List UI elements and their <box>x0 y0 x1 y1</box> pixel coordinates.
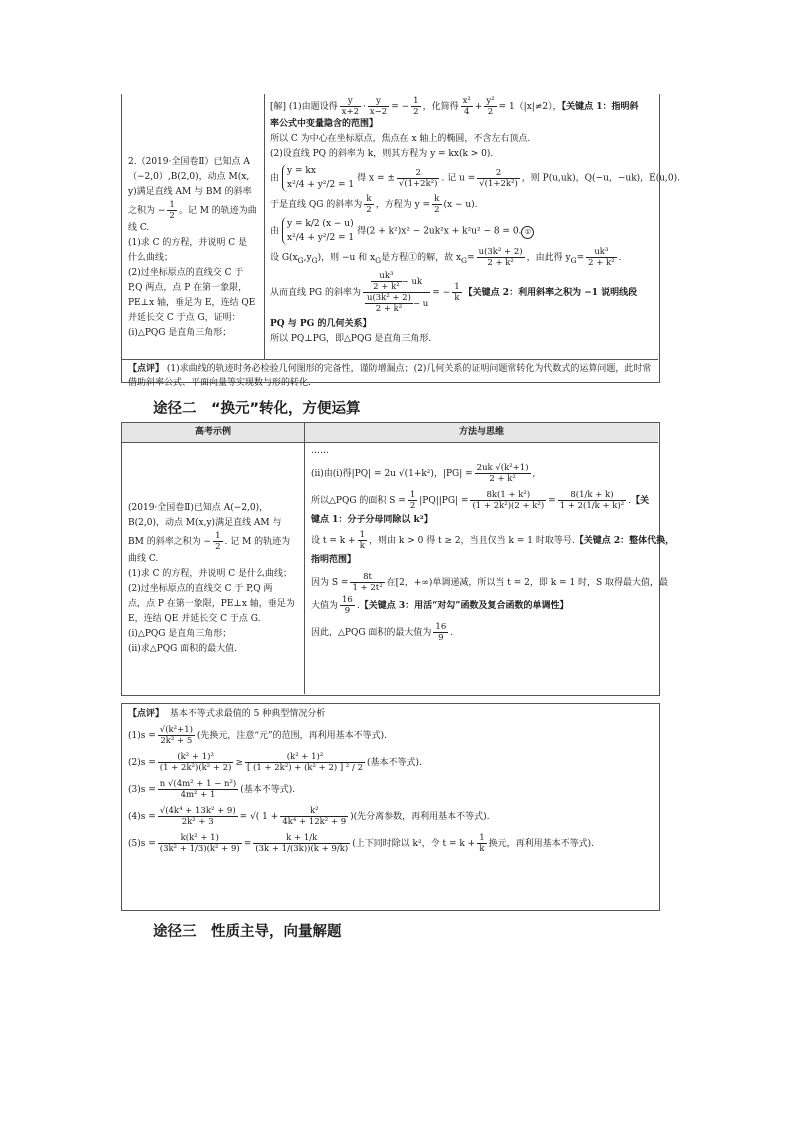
col-header-example: 高考示例 <box>194 427 231 437</box>
review-divider <box>121 359 658 360</box>
way-3-heading: 途径三 性质主导，向量解题 <box>153 924 342 940</box>
col-header-method: 方法与思维 <box>458 427 504 437</box>
solution: [解] (1)由题设得 $\frac{y}{x+2}$ · $\frac{y}{x-2}$ = − $\frac{1}{2}$ ，化简得 $\frac{\text{x²}}{4}$ + $\frac{\text{y²}}{2}$ = 1（|x|≠2），【关键点 1：指明斜 率公式中变量隐含的范围】 所以 C 为中心在坐标原点，焦点在 x 轴上的椭圆，不含左右顶点. (2)设直线 PQ 的斜率为 k，则其方程为 y = kx(k > 0). 由 y = kx x²/4 + y²/2 = 1 得 x = ± $\frac{2}{\text{√(1+2k²)}}$ . 记 u = $\frac{2}{\text{√(1+2k²)}}$ ，则 P(u,uk)，Q(−u，−uk)，E(u,0). 于是直线 QG 的斜率为 $\frac{k}{2}$ ，方程为 y = $\frac{k}{2}$ (x − u). 由 y = k/2 (x − u) x²/4 + y²/2 = 1 得(2 + k²)x² − 2uk²x + k²u² − 8 = 0. ① 设 $G(x_G,y_G)$，则 −u 和 $x_G$是方程①的解，故 $x_G=$ $\frac{\text{u(3k² + 2)}}{\text{2 + k²}}$ ，由此得 $y_G=$ $\frac{\text{uk³}}{\text{2 + k²}}$ . 从而直线 PG 的斜率为 $\frac{\text{uk³}}{\text{2 + k²}}$ − uk $\frac{\text{u(3k² + 2)}}{\text{2 + k²}}$ − u = − $\frac{1}{k}$ 【关键点 2：利用斜率之积为 −1 说明线段 PQ 与 PG 的几何关系】 所以 PQ⊥PG，即△PQG 是直角三角形. <box>270 96 681 344</box>
way-2-heading: 途径二 “换元”转化，方便运算 <box>153 401 361 417</box>
left-problem: 2.（2019·全国卷Ⅱ）已知点 A （−2,0）,B(2,0)，动点 M(x, y)满足直线 AM 与 BM 的斜率 之积为 − $\frac{1}{2}$ 。记 M 的轨迹为曲 线 C. (1)求 C 的方程，并说明 C 是 什么曲线； (2)过坐标原点的直线交 C 于 P,Q 两点，点 P 在第一象限， PE⊥x 轴，垂足为 E，连结 QE 并延长交 C 于点 G，证明： (ⅰ)△PQG 是直角三角形； <box>128 157 257 338</box>
table-2-problem: (2019·全国卷Ⅱ)已知点 A(−2,0)， B(2,0)，动点 M(x,y)满足直线 AM 与 BM 的斜率之积为 − $\frac{1}{2}$ . 记 M 的轨迹为 曲线 C. (1)求 C 的方程，并说明 C 是什么曲线； (2)过坐标原点的直线交 C 于 P,Q 两 点，点 P 在第一象限，PE⊥x 轴，垂足为 E，连结 QE 并延长交 C 于点 G. (ⅰ)△PQG 是直角三角形； (ⅱ)求△PQG 面积的最大值. <box>128 503 295 654</box>
pg-slope: 从而直线 PG 的斜率为 $\frac{\text{uk³}}{\text{2 + k²}}$ − uk $\frac{\text{u(3k² + 2)}}{\text{2 + k²}}$ − u = − $\frac{1}{k}$ 【关键点 2：利用斜率之积为 −1 说明线段 <box>270 271 638 314</box>
table-2-method: …… (ⅱ)由(ⅰ)得|PQ| = 2u √(1+k²)，|PG| = $\frac{\text{2uk √(k²+1)}}{\text{2 + k²}}$ , 所以△PQG 的面积 S = $\frac{1}{2}$ |PQ||PG| = $\frac{\text{8k(1 + k²)}}{\text{(1 + 2k²)(2 + k²)}}$ = $\frac{8(1/k + k)}{\text{1 + 2(1/k + k)²}}$ .【关 键点 1：分子分母同除以 k²】 设 t = k + $\frac{1}{k}$ ，则由 k > 0 得 t ≥ 2，当且仅当 k = 1 时取等号.【关键点 2：整体代换， 指明范围】 因为 S = $\frac{8t}{\text{1 + 2t²}}$ 在[2，+∞)单调递减，所以当 t = 2，即 k = 1 时，S 取得最大值，最 大值为 $\frac{16}{9}$ .【关键点 3：用活“对勾”函数及复合函数的单调性】 因此，△PQG 面积的最大值为 $\frac{16}{9}$ . <box>311 446 675 643</box>
key-point-1: 率公式中变量隐含的范围】 <box>270 119 379 129</box>
circled-one: ① <box>521 226 534 239</box>
table-2-divider <box>304 423 305 694</box>
top-table-divider <box>264 94 265 359</box>
key-point-2: PQ 与 PG 的几何关系】 <box>270 319 372 329</box>
system-2: 由 y = k/2 (x − u) x²/4 + y²/2 = 1 得(2 + k²)x² − 2uk²x + k²u² − 8 = 0. ① <box>270 217 654 245</box>
system-1: 由 y = kx x²/4 + y²/2 = 1 得 x = ± $\frac{2}{\text{√(1+2k²)}}$ . 记 u = $\frac{2}{\text{√(1+2k²)}}$ ，则 P(u,uk)，Q(−u，−uk)，E(u,0). <box>270 166 681 190</box>
review-box-2-content: 【点评】 基本不等式求最值的 5 种典型情况分析 (1)s = $\frac{\text{√(k²+1)}}{\text{2k² + 5}}$ (先换元，注意“元”的范围，再利用基本不等式). (2)s = $\frac{\text{(k² + 1)²}}{\text{(1 + 2k²)(k² + 2)}}$ ≥ $\frac{\text{(k² + 1)²}}{\text{[ (1 + 2k²) + (k² + 2) ] ² / 2}}$ (基本不等式). (3)s = $\frac{\text{n √(4m² + 1 − n²)}}{\text{4m² + 1}}$ (基本不等式). (4)s = $\frac{\text{√(4k⁴ + 13k² + 9)}}{\text{2k² + 3}}$ = √( 1 + $\frac{\text{k²}}{\text{4k⁴ + 12k² + 9}}$ )(先分离参数，再利用基本不等式). (5)s = $\frac{\text{k(k² + 1)}}{\text{(3k² + 1/3)(k² + 9)}}$ = $\frac{k + 1/k}{(3k + 1/(3k))(k + 9/k)}$ (上下同时除以 k²，令 t = k + $\frac{1}{k}$ 换元，再利用基本不等式). <box>128 709 595 854</box>
review-1: 【点评】 (1)求曲线的轨迹时务必检验几何图形的完备性，谨防增漏点；(2)几何关系的证明问题常转化为代数式的运算问题，此时常借助斜率公式、平面向量等实现数与形的转化. <box>128 364 652 388</box>
solution-line-1: [解] (1)由题设得 $\frac{y}{x+2}$ · $\frac{y}{x-2}$ = − $\frac{1}{2}$ ，化简得 $\frac{\text{x²}}{4}$ + $\frac{\text{y²}}{2}$ = 1（|x|≠2），【关键点 1：指明斜 <box>270 96 639 117</box>
